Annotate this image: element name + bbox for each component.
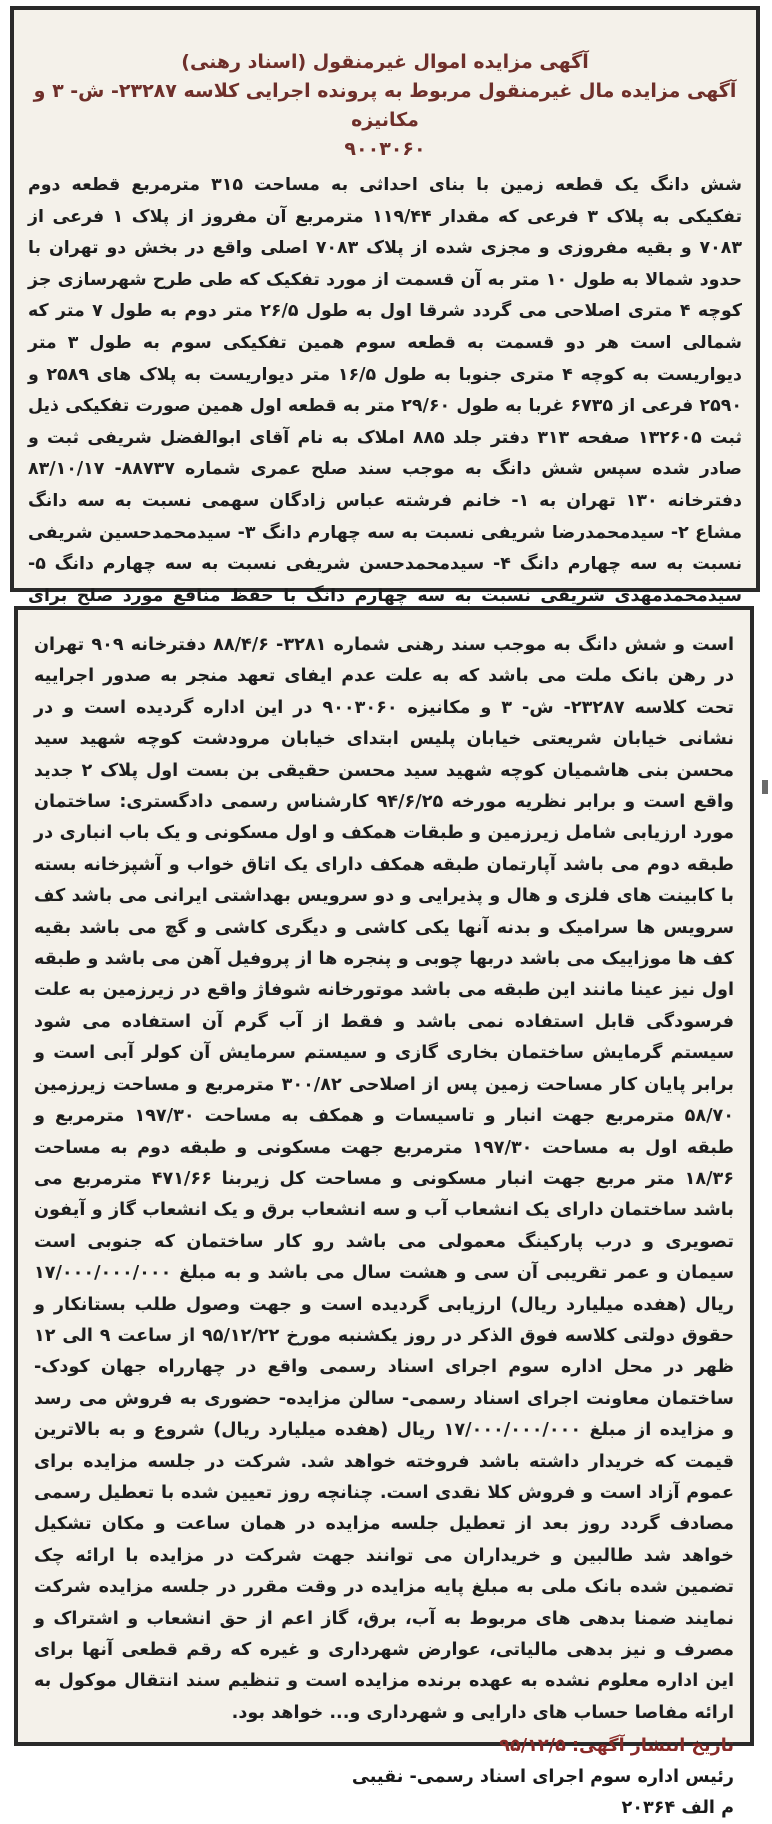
notice-clipping-bottom (14, 606, 754, 1819)
notice-title: آگهی مزایده اموال غیرمنقول (اسناد رهنی) (181, 51, 589, 73)
notice-case-number: ۹۰۰۳۰۶۰ (344, 138, 426, 160)
notice-body-part1: شش دانگ یک قطعه زمین با بنای احداثی به مساحت ۳۱۵ مترمربع قطعه دوم تفکیکی به پلاک ۳ فرعی که مقدار ۱۱۹/۴۴ مترمربع آن مفروز از پلاک ۱ فرعی از ۷۰۸۳ و بقیه مفروزی و مجزی شده از پلاک ۷۰۸۳ اصلی واقع در بخش دو تهران با حدود شمالا به طول ۱۰ متر به آن قسمت از مورد تفکیک که طی طرح شهرسازی جز کوچه ۴ متری اصلاحی می گردد شرقا اول به طول ۲۶/۵ متر دوم به طول ۷ متر که شمالی است هر دو قسمت به قطعه سوم همین تفکیکی سوم به طول ۳ متر دیواریست به کوچه ۴ متری جنوبا به طول ۱۶/۵ متر دیواریست به پلاک های ۲۵۸۹ و ۲۵۹۰ فرعی از ۶۷۳۵ غربا به طول ۲۹/۶۰ متر به قطعه اول همین صورت تفکیکی ذیل ثبت ۱۳۲۶۰۵ صفحه ۳۱۳ دفتر جلد ۸۸۵ املاک به نام آقای ابوالفضل شریفی ثبت و صادر شده سپس شش دانگ به موجب سند صلح عمری شماره ۸۸۷۳۷- ۸۳/۱۰/۱۷ دفترخانه ۱۳۰ تهران به ۱- خانم فرشته عباس زادگان سهمی نسبت به سه دانگ مشاع ۲- سیدمحمدرضا شریفی نسبت به سه چهارم دانگ ۳- سیدمحمدحسین شریفی نسبت به سه چهارم دانگ ۴- سیدمحمدحسن شریفی نسبت به سه چهارم دانگ ۵- سیدمحمدمهدی شریفی نسبت به سه چهارم دانگ با حفظ منافع مورد صلح برای (28, 175, 743, 606)
notice-clipping-top (10, 6, 760, 606)
notice-body-part2: است و شش دانگ به موجب سند رهنی شماره ۳۲۸۱- ۸۸/۴/۶ دفترخانه ۹۰۹ تهران در رهن بانک ملت می باشد که به علت عدم ایفای تعهد منجر به صدور اجراییه تحت کلاسه ۲۳۲۸۷- ش- ۳ و مکانیزه ۹۰۰۳۰۶۰ در این اداره گردیده است و در نشانی خیابان شریعتی خیابان پلیس ابتدای خیابان مرودشت کوچه شهید سید محسن بنی هاشمیان کوچه شهید سید محسن حقیقی بن بست اول پلاک ۲ جدید واقع است و برابر نظریه مورخه ۹۴/۶/۲۵ کارشناس رسمی دادگستری: ساختمان مورد ارزیابی شامل زیرزمین و طبقات همکف و اول مسکونی و یک باب انباری در طبقه دوم می باشد آپارتمان طبقه همکف دارای یک اتاق خواب و آشپزخانه بسته با کابینت های فلزی و هال و پذیرایی و دو سرویس بهداشتی ایرانی می باشد کف سرویس ها سرامیک و بدنه آنها یکی کاشی و دیگری کاشی و گچ می باشد بقیه کف ها موزاییک می باشد دربها چوبی و پنجره ها از پروفیل آهن می باشد و طبقه اول نیز عینا مانند این طبقه می باشد موتورخانه شوفاژ واقع در زیرزمین به علت فرسودگی قابل استفاده نمی باشد و فقط از آب گرم آن استفاده می شود سیستم گرمایش ساختمان بخاری گازی و سیستم سرمایش آن کولر آبی است و برابر پایان کار مساحت زمین پس از اصلاحی ۳۰۰/۸۲ مترمربع و مساحت زیرزمین ۵۸/۷۰ مترمربع جهت انبار و تاسیسات و همکف به مساحت ۱۹۷/۳۰ مترمربع و طبقه اول به مساحت ۱۹۷/۳۰ مترمربع جهت مسکونی و طبقه دوم به مساحت ۱۸/۳۶ متر مربع جهت انبار مسکونی و مساحت کل زیربنا ۴۷۱/۶۶ مترمربع می باشد ساختمان دارای یک انشعاب آب و سه انشعاب برق و یک انشعاب گاز و آیفون تصویری و درب پارکینگ معمولی می باشد رو کار ساختمان که جنوبی است سیمان و عمر تقریبی آن سی و هشت سال می باشد و به مبلغ ۱۷/۰۰۰/۰۰۰/۰۰۰ ریال (هفده میلیارد ریال) ارزیابی گردیده است و جهت وصول طلب بستانکار و حقوق دولتی کلاسه فوق الذکر در روز یکشنبه مورخ ۹۵/۱۲/۲۲ از ساعت ۹ الی ۱۲ ظهر در محل اداره سوم اجرای اسناد رسمی واقع در چهارراه جهان کودک- ساختمان معاونت اجرای اسناد رسمی- سالن مزایده- حضوری به فروش می رسد و مزایده از مبلغ ۱۷/۰۰۰/۰۰۰/۰۰۰ ریال (هفده میلیارد ریال) شروع و به بالاترین قیمت که خریدار داشته باشد فروخته خواهد شد. شرکت در جلسه مزایده برای عموم آزاد است و فروش کلا نقدی است. چنانچه روز تعیین شده با تعطیل رسمی مصادف گردد روز بعد از تعطیل جلسه مزایده در همان ساعت و مکان تشکیل خواهد شد طالبین و خریداران می توانند جهت شرکت در مزایده با ارائه چک تضمین شده بانک ملی به مبلغ پایه مزایده در وقت مقرر در جلسه مزایده شرکت نمایند ضمنا بدهی های مربوط به آب، برق، گاز اعم از حق انشعاب و اشتراک و مصرف و نیز بدهی مالیاتی، عوارض شهرداری و غیره که رقم قطعی آنها برای این اداره معلوم نشده به عهده برنده مزایده است و تنظیم سند انتقال موکول به ارائه مفاصا حساب های دارایی و شهرداری و... خواهد بود. (34, 635, 734, 1723)
notice-subtitle: آگهی مزایده مال غیرمنقول مربوط به پرونده اجرایی کلاسه ۲۳۲۸۷- ش- ۳ و مکانیزه (33, 80, 737, 131)
reference-code: م الف ۲۰۳۶۴ (621, 1798, 734, 1819)
scan-edge-mark (762, 780, 768, 794)
signature: رئیس اداره سوم اجرای اسناد رسمی- نقیبی (351, 1767, 734, 1788)
notice-footer (34, 1731, 734, 1824)
publish-date: تاریخ انتشار آگهی: ۹۵/۱۲/۵ (499, 1736, 734, 1757)
